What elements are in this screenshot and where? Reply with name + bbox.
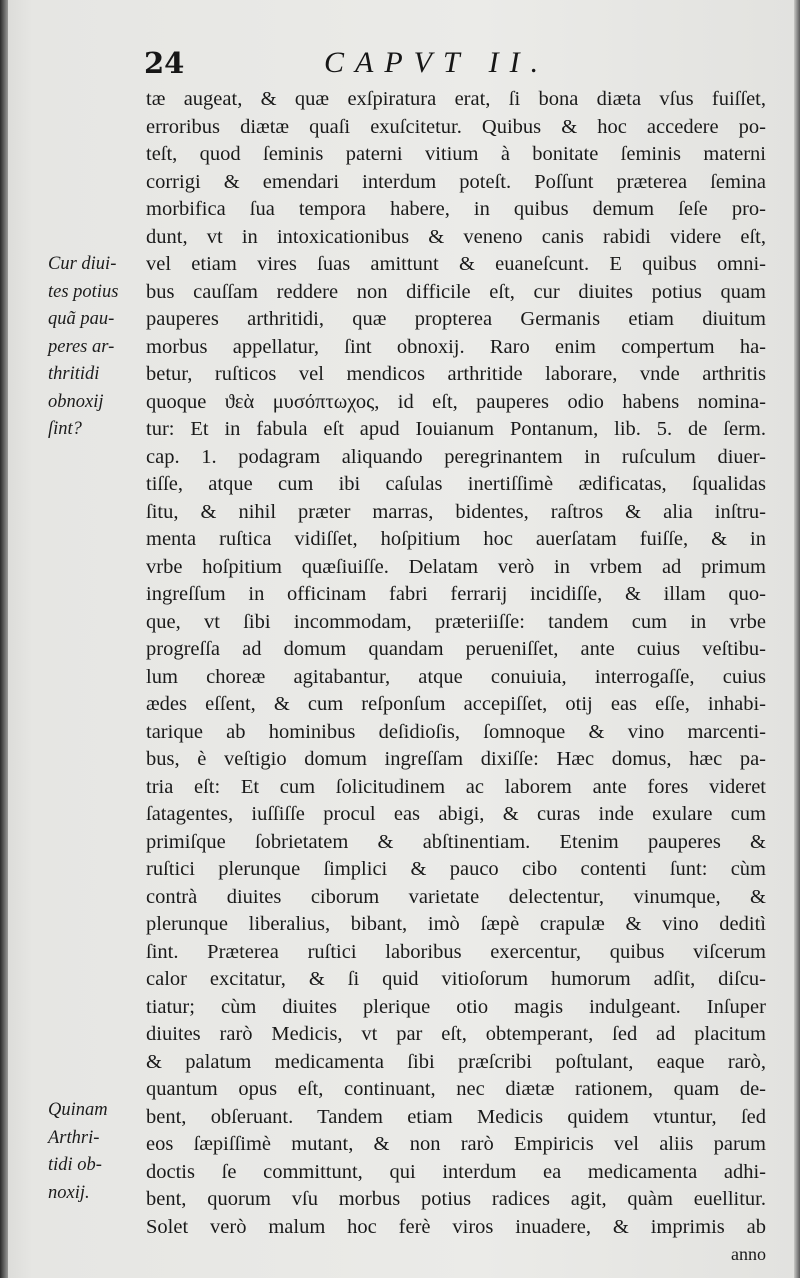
page-number: 24 (144, 46, 185, 80)
text-line: que, vt ſibi incommodam, præteriiſſe: tandem cum in vrbe (146, 610, 766, 633)
page-header (144, 46, 774, 90)
margin-note-line: Arthri- (48, 1127, 100, 1148)
text-line: morbus appellatur, ſint obnoxij. Raro enim compertum ha- (146, 335, 766, 358)
margin-note-line: Quinam (48, 1100, 108, 1120)
margin-note-line: thritidi (48, 364, 100, 384)
text-line: bent, obſeruant. Tandem etiam Medicis quidem vtuntur, ſed (146, 1105, 766, 1128)
text-line: bus, è veſtigio domum ingreſſam dixiſſe: Hæc domus, hæc pa- (146, 748, 766, 770)
text-line: ſatagentes, iuſſiſſe procul eas abigi, & curas inde exulare cum (146, 803, 766, 825)
text-line: erroribus diætæ quaſi exuſcitetur. Quibus & hoc accedere po- (146, 115, 766, 138)
text-line: plerunque liberalius, bibant, imò ſæpè crapulæ & vino deditì (146, 913, 766, 935)
text-line: eos ſæpiſſimè mutant, & non rarò Empiricis vel aliis parum (146, 1133, 766, 1155)
text-line: vrbe hoſpitium quæſiuiſſe. Delatam verò in vrbem ad primum (146, 555, 766, 578)
text-line: tur: Et in fabula eſt apud Iouianum Pontanum, lib. 5. de ſerm. (146, 418, 766, 440)
margin-note-line: peres ar- (48, 336, 115, 357)
margin-note-line: noxij. (48, 1182, 90, 1203)
text-line: quoque ϑεὰ μυσόπτωχος, id eſt, pauperes odio habens nomina- (146, 390, 766, 413)
text-line: vel etiam vires ſuas amittunt & euaneſcunt. E quibus omni- (146, 253, 766, 275)
text-line: & palatum medicamenta ſibi præſcribi poſtulant, eaque rarò, (146, 1050, 766, 1073)
text-line: Solet verò malum hoc ferè viros inuadere, & imprimis ab (146, 1215, 766, 1238)
text-line: morbifica ſua tempora habere, in quibus demum ſeſe pro- (146, 198, 766, 220)
margin-note-line: tidi ob- (48, 1155, 102, 1175)
text-line: betur, ruſticos vel mendicos arthritide laborare, vnde arthritis (146, 363, 766, 385)
text-line: progreſſa ad domum quandam perueniſſet, ante cuius veſtibu- (146, 638, 766, 660)
text-line: ſitu, & nihil præter marras, bidentes, raſtros & alia inſtru- (146, 500, 766, 523)
margin-note-line: tes potius (48, 281, 119, 302)
text-line: ſint. Præterea ruſtici laboribus exercentur, quibus viſcerum (146, 940, 766, 963)
margin-note-line: ſint? (48, 419, 82, 439)
margin-note (48, 251, 146, 444)
margin-note-line: quã pau- (48, 309, 115, 329)
text-line: ruſtici plerunque ſimplici & pauco cibo contenti ſunt: cùm (146, 858, 766, 880)
running-head: CAPVT II. (324, 46, 550, 79)
text-line: ædes eſſent, & cum reſponſum accepiſſet, otij eas eſſe, inhabi- (146, 693, 766, 715)
text-line: contrà diuites ciborum varietate delectentur, vinumque, & (146, 885, 766, 908)
body-text (146, 86, 766, 1269)
text-line: menta ruſtica vidiſſet, hoſpitium hoc auerſatam fuiſſe, & in (146, 528, 766, 550)
text-line: dunt, vt in intoxicationibus & veneno canis rabidi videre eſt, (146, 225, 766, 248)
text-line: tiatur; cùm diuites plerique otio magis indulgeant. Inſuper (146, 995, 766, 1018)
margin-note-line: Cur diui- (48, 254, 117, 274)
text-line: primiſque ſobrietatem & abſtinentiam. Etenim pauperes & (146, 830, 766, 853)
text-line: pauperes arthritidi, quæ propterea Germanis etiam diuitum (146, 308, 766, 330)
text-line: quantum opus eſt, continuant, nec diætæ rationem, quam de- (146, 1078, 766, 1100)
text-line: corrigi & emendari interdum poteſt. Poſſunt præterea ſemina (146, 170, 766, 193)
text-line: tæ augeat, & quæ exſpiratura erat, ſi bona diæta vſus fuiſſet, (146, 88, 766, 110)
text-line: ingreſſum in officinam fabri ferrarij incidiſſe, & illam quo- (146, 583, 766, 605)
text-line: calor excitatur, & ſi quid vitioſorum humorum adſit, diſcu- (146, 968, 766, 990)
text-line: lum choreæ agitabantur, atque conuiuia, interrogaſſe, cuius (146, 665, 766, 688)
text-line: doctis ſe committunt, qui interdum ea medicamenta adhi- (146, 1160, 766, 1183)
margin-note-line: obnoxij (48, 391, 104, 412)
text-line: cap. 1. podagram aliquando peregrinantem in ruſculum diuer- (146, 445, 766, 468)
text-line: tiſſe, atque cum ibi caſulas inertiſſimè ædificatas, ſqualidas (146, 473, 766, 495)
text-line: tria eſt: Et cum ſolicitudinem ac laborem ante fores videret (146, 775, 766, 798)
text-line: tarique ab hominibus deſidioſis, ſomnoque & vino marcenti- (146, 720, 766, 743)
text-line: bus cauſſam reddere non difficile eſt, cur diuites potius quam (146, 280, 766, 303)
text-line: bent, quorum vſu morbus potius radices agit, quàm euellitur. (146, 1188, 766, 1210)
text-line: teſt, quod ſeminis paterni vitium à bonitate ſeminis materni (146, 143, 766, 165)
margin-note (48, 1097, 146, 1207)
catchword: anno (731, 1244, 766, 1264)
text-line: diuites rarò Medicis, vt par eſt, obtemperant, ſed ad placitum (146, 1023, 766, 1045)
